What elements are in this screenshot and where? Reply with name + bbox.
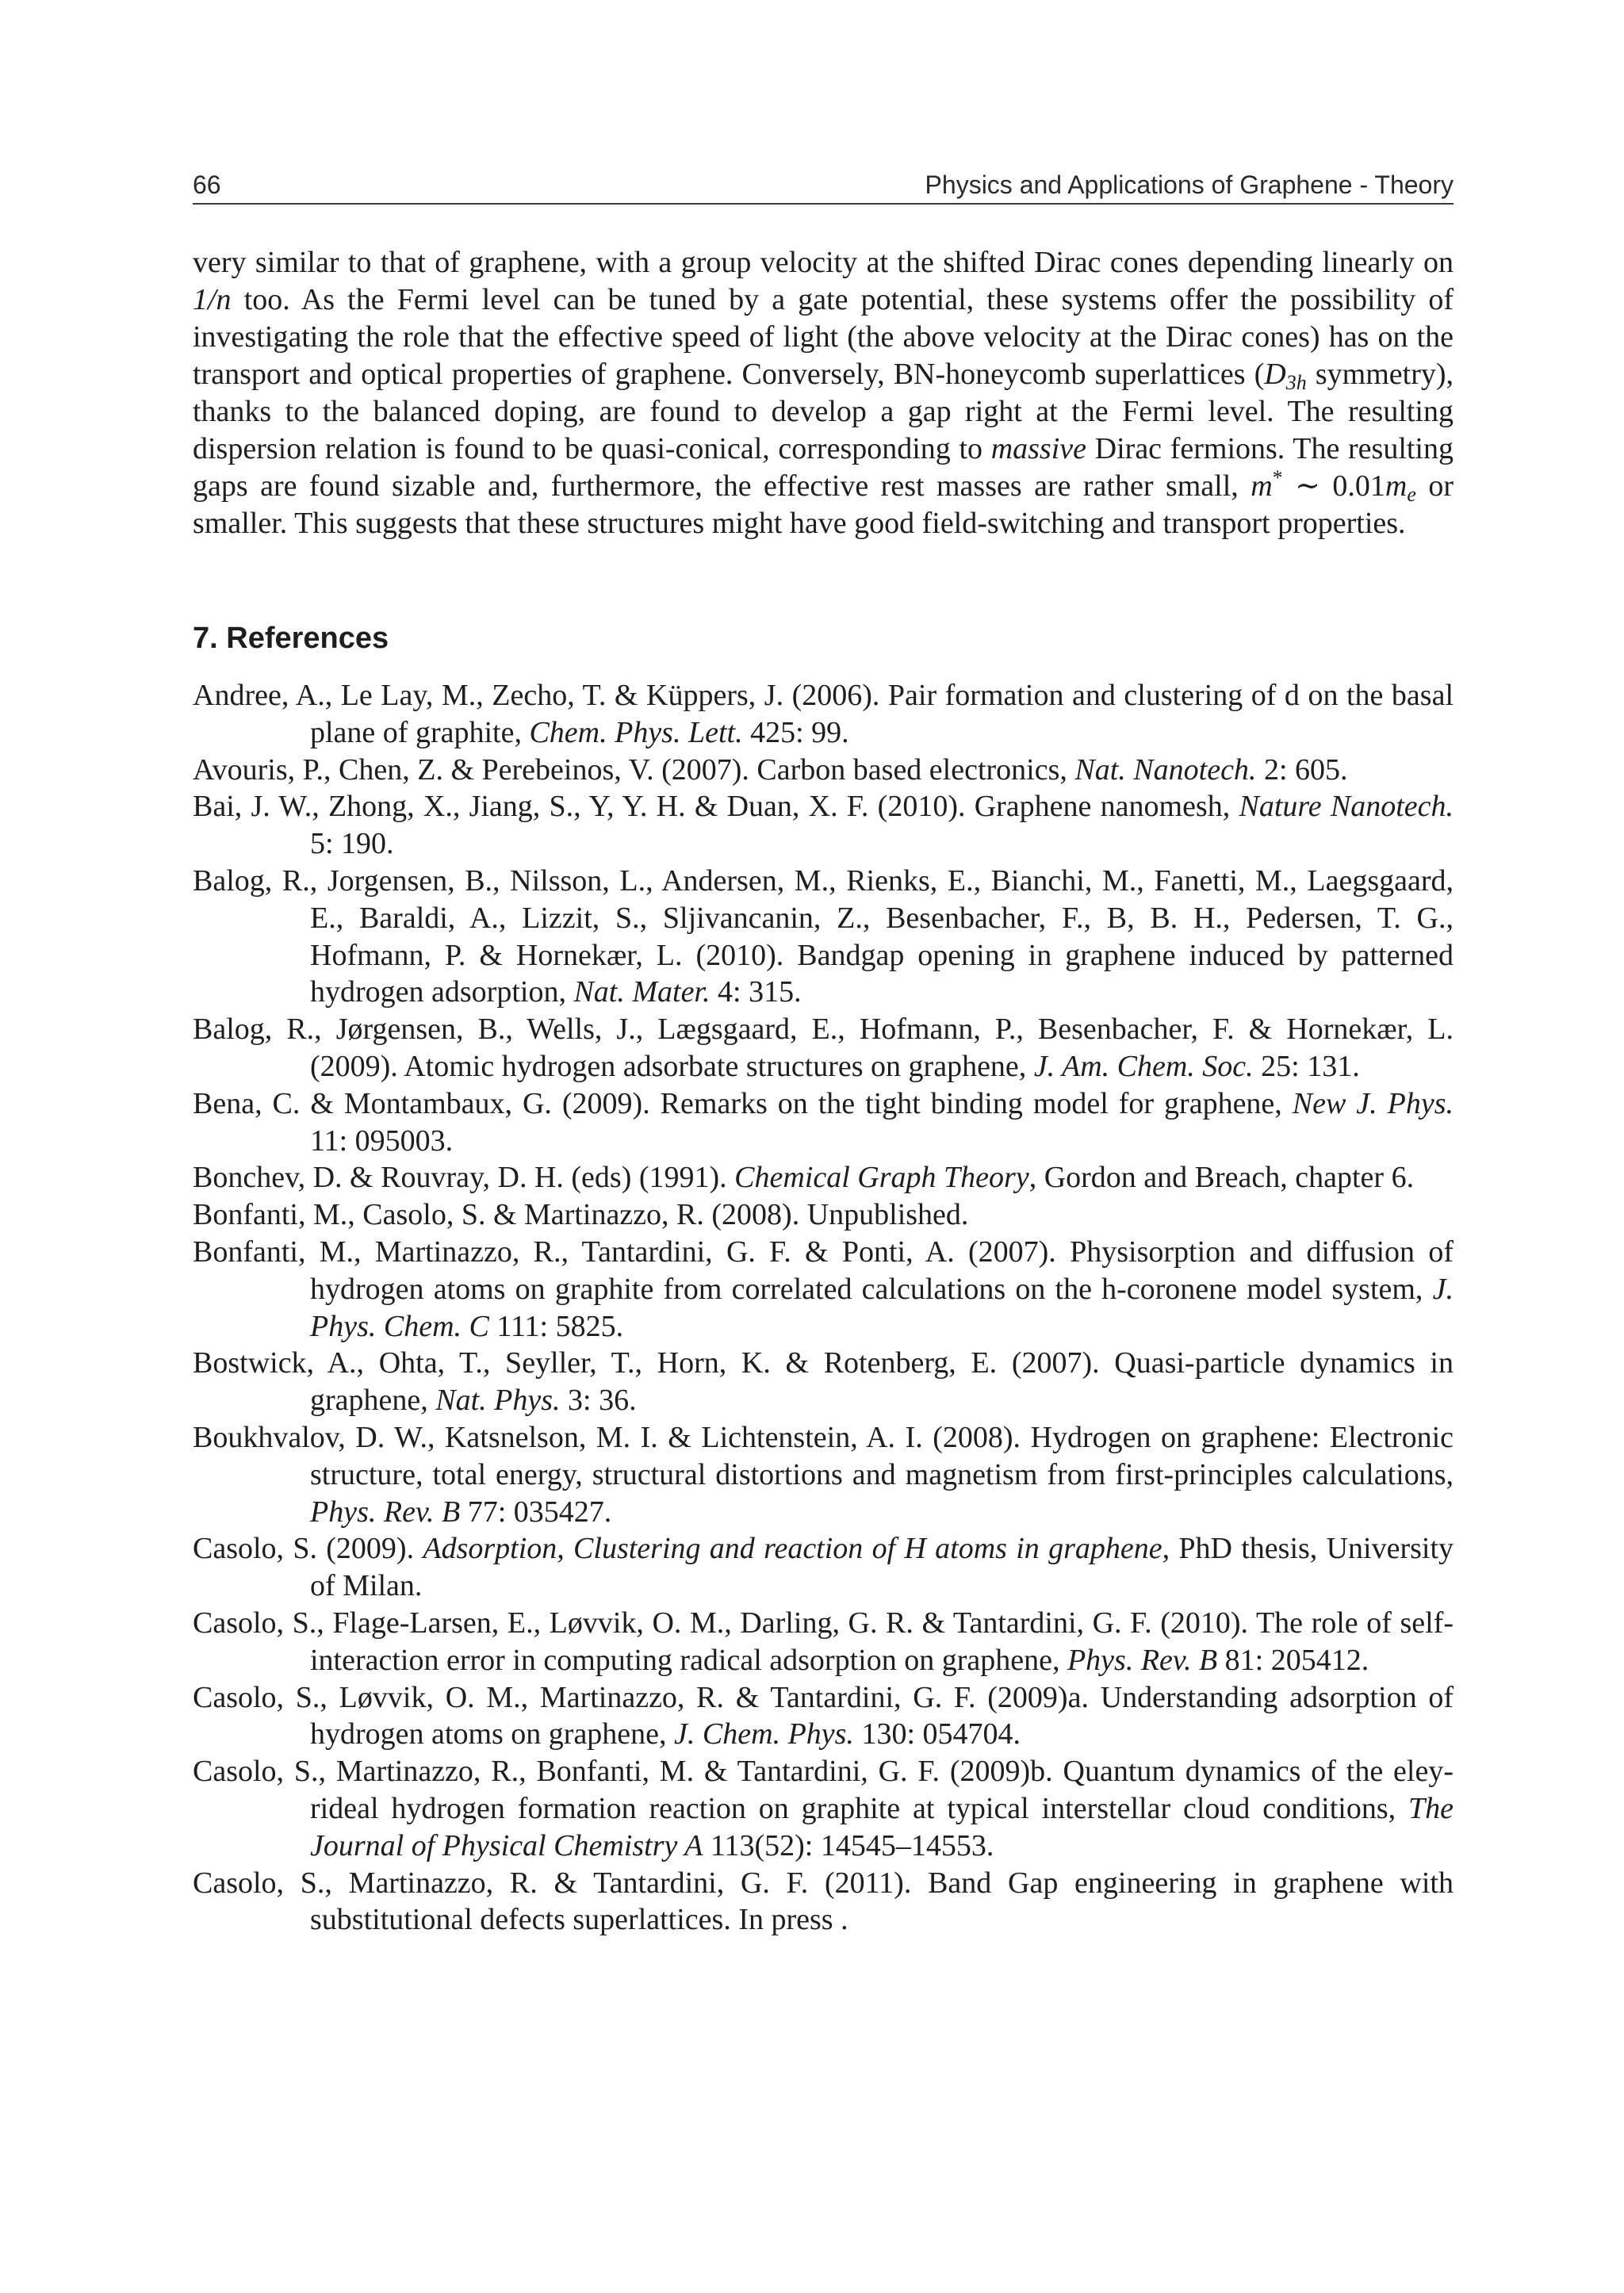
reference-text: 5: 190. <box>310 827 394 861</box>
reference-text: Casolo, S. (2009). <box>193 1532 423 1566</box>
reference-journal: Nat. Nanotech. <box>1074 752 1257 787</box>
math-inline: 1/n <box>193 283 232 316</box>
reference-text: Bonfanti, M., Casolo, S. & Martinazzo, R. (2008). Unpublished. <box>193 1198 969 1232</box>
reference-item <box>193 677 1454 752</box>
reference-text: , PhD thesis, University of Milan. <box>310 1532 1454 1603</box>
reference-text: Balog, R., Jørgensen, B., Wells, J., Lægsgaard, E., Hofmann, P., Besenbacher, F. & Hornekær, L. (2009). Atomic hydrogen adsorbate structures on graphene, <box>193 1013 1454 1083</box>
text-run: very similar to that of graphene, with a group velocity at the shifted Dirac cones depending linearly on <box>193 246 1454 279</box>
running-header <box>193 167 1454 205</box>
section-heading: 7. References <box>193 622 389 655</box>
reference-journal: Nat. Mater. <box>573 975 710 1009</box>
reference-text: Boukhvalov, D. W., Katsnelson, M. I. & Lichtenstein, A. I. (2008). Hydrogen on graphene: Electronic structure, total energy, structural distortions and magnetism from first-principles calculations, <box>193 1420 1454 1491</box>
reference-text: 113(52): 14545–14553. <box>703 1828 994 1862</box>
reference-text: 11: 095003. <box>310 1124 454 1158</box>
reference-journal: Chem. Phys. Lett. <box>529 715 743 749</box>
reference-text: Casolo, S., Flage-Larsen, E., Løvvik, O. M., Darling, G. R. & Tantardini, G. F. (2010). The role of self-interaction error in computing radical adsorption on graphene, <box>193 1606 1454 1677</box>
emphasis: massive <box>990 432 1086 465</box>
reference-item <box>193 1419 1454 1530</box>
reference-item <box>193 752 1454 789</box>
reference-journal: J. Phys. Chem. C <box>310 1272 1454 1343</box>
reference-item <box>193 1753 1454 1864</box>
reference-journal: Adsorption, Clustering and reaction of H atoms in graphene <box>423 1532 1162 1566</box>
reference-item <box>193 1085 1454 1160</box>
reference-item <box>193 1234 1454 1345</box>
reference-list <box>193 677 1454 1939</box>
math-subscript: 3h <box>1285 371 1307 394</box>
text-run: too. As the Fermi level can be tuned by a gate potential, these systems offer the possibility of investigating the role that the effective speed of light (the above velocity at the Dirac cones) has on the transport and optical properties of graphene. Conversely, BN-honeycomb superlattices ( <box>193 283 1454 391</box>
reference-text: 2: 605. <box>1256 752 1348 787</box>
reference-text: 25: 131. <box>1253 1049 1360 1083</box>
reference-text: 111: 5825. <box>488 1309 624 1343</box>
reference-text: 77: 035427. <box>460 1495 612 1529</box>
reference-journal: The Journal of Physical Chemistry A <box>310 1791 1454 1862</box>
reference-text: Bostwick, A., Ohta, T., Seyller, T., Horn, K. & Rotenberg, E. (2007). Quasi-particle dynamics in graphene, <box>193 1346 1454 1418</box>
reference-journal: New J. Phys. <box>1292 1086 1454 1120</box>
math-inline: D <box>1264 358 1286 391</box>
math-subscript: e <box>1407 483 1416 506</box>
reference-text: 130: 054704. <box>853 1717 1021 1751</box>
math-inline: m <box>1251 469 1273 503</box>
reference-item <box>193 1530 1454 1605</box>
math-superscript: * <box>1272 466 1283 489</box>
reference-item <box>193 1196 1454 1234</box>
math-relation: ∼ 0.01 <box>1282 469 1385 503</box>
reference-text: Balog, R., Jorgensen, B., Nilsson, L., Andersen, M., Rienks, E., Bianchi, M., Fanetti, M., Laegsgaard, E., Baraldi, A., Lizzit, S., Sljivancanin, Z., Besenbacher, F., B, B. H., Pedersen, T. G., Hofmann, P. & Hornekær, L. (2010). Bandgap opening in graphene induced by patterned hydrogen adsorption, <box>193 863 1454 1009</box>
body-paragraph <box>193 244 1454 542</box>
reference-item <box>193 1865 1454 1939</box>
reference-text: Bai, J. W., Zhong, X., Jiang, S., Y, Y. H. & Duan, X. F. (2010). Graphene nanomesh, <box>193 790 1239 824</box>
reference-item <box>193 788 1454 863</box>
text-run: Dirac fermions. The resulting gaps are found sizable and, furthermore, the effective rest masses are rather small, <box>193 432 1454 503</box>
reference-journal: Nature Nanotech. <box>1239 790 1454 824</box>
reference-journal: J. Chem. Phys. <box>674 1717 854 1751</box>
reference-item <box>193 1605 1454 1679</box>
reference-journal: J. Am. Chem. Soc. <box>1033 1049 1254 1083</box>
reference-text: 4: 315. <box>710 975 802 1009</box>
reference-text: 425: 99. <box>742 715 849 749</box>
reference-journal: Chemical Graph Theory <box>734 1161 1029 1195</box>
reference-item <box>193 1679 1454 1754</box>
reference-journal: Nat. Phys. <box>435 1384 561 1418</box>
page-number: 66 <box>193 170 221 199</box>
reference-item <box>193 1159 1454 1196</box>
reference-text: Casolo, S., Løvvik, O. M., Martinazzo, R. & Tantardini, G. F. (2009)a. Understanding adsorption of hydrogen atoms on graphene, <box>193 1680 1454 1751</box>
reference-text: Bonfanti, M., Martinazzo, R., Tantardini, G. F. & Ponti, A. (2007). Physisorption and diffusion of hydrogen atoms on graphite from correlated calculations on the h-coronene model system, <box>193 1235 1454 1306</box>
reference-item <box>193 1011 1454 1085</box>
reference-journal: Phys. Rev. B <box>310 1495 461 1529</box>
reference-journal: Phys. Rev. B <box>1067 1643 1218 1677</box>
running-title: Physics and Applications of Graphene - Theory <box>925 170 1454 199</box>
reference-text: Avouris, P., Chen, Z. & Perebeinos, V. (2007). Carbon based electronics, <box>193 752 1075 787</box>
text-run: or smaller. This suggests that these structures might have good field-switching and transport properties. <box>193 469 1454 540</box>
reference-text: , Gordon and Breach, chapter 6. <box>1028 1161 1415 1195</box>
reference-item <box>193 863 1454 1011</box>
reference-text: Andree, A., Le Lay, M., Zecho, T. & Küppers, J. (2006). Pair formation and clustering of d on the basal plane of graphite, <box>193 679 1454 749</box>
math-inline: m <box>1385 469 1408 503</box>
reference-text: Casolo, S., Martinazzo, R. & Tantardini, G. F. (2011). Band Gap engineering in graphene with substitutional defects superlattices. In press . <box>193 1866 1454 1937</box>
reference-text: Bena, C. & Montambaux, G. (2009). Remarks on the tight binding model for graphene, <box>193 1086 1293 1120</box>
reference-item <box>193 1345 1454 1419</box>
reference-text: Bonchev, D. & Rouvray, D. H. (eds) (1991). <box>193 1161 735 1195</box>
text-run: symmetry), thanks to the balanced doping, are found to develop a gap right at the Fermi level. The resulting dispersion relation is found to be quasi-conical, corresponding to <box>193 358 1454 465</box>
reference-text: 3: 36. <box>560 1384 637 1418</box>
reference-text: 81: 205412. <box>1217 1643 1369 1677</box>
reference-text: Casolo, S., Martinazzo, R., Bonfanti, M. & Tantardini, G. F. (2009)b. Quantum dynamics of the eley-rideal hydrogen formation reaction on graphite at typical interstellar cloud conditions, <box>193 1755 1454 1825</box>
